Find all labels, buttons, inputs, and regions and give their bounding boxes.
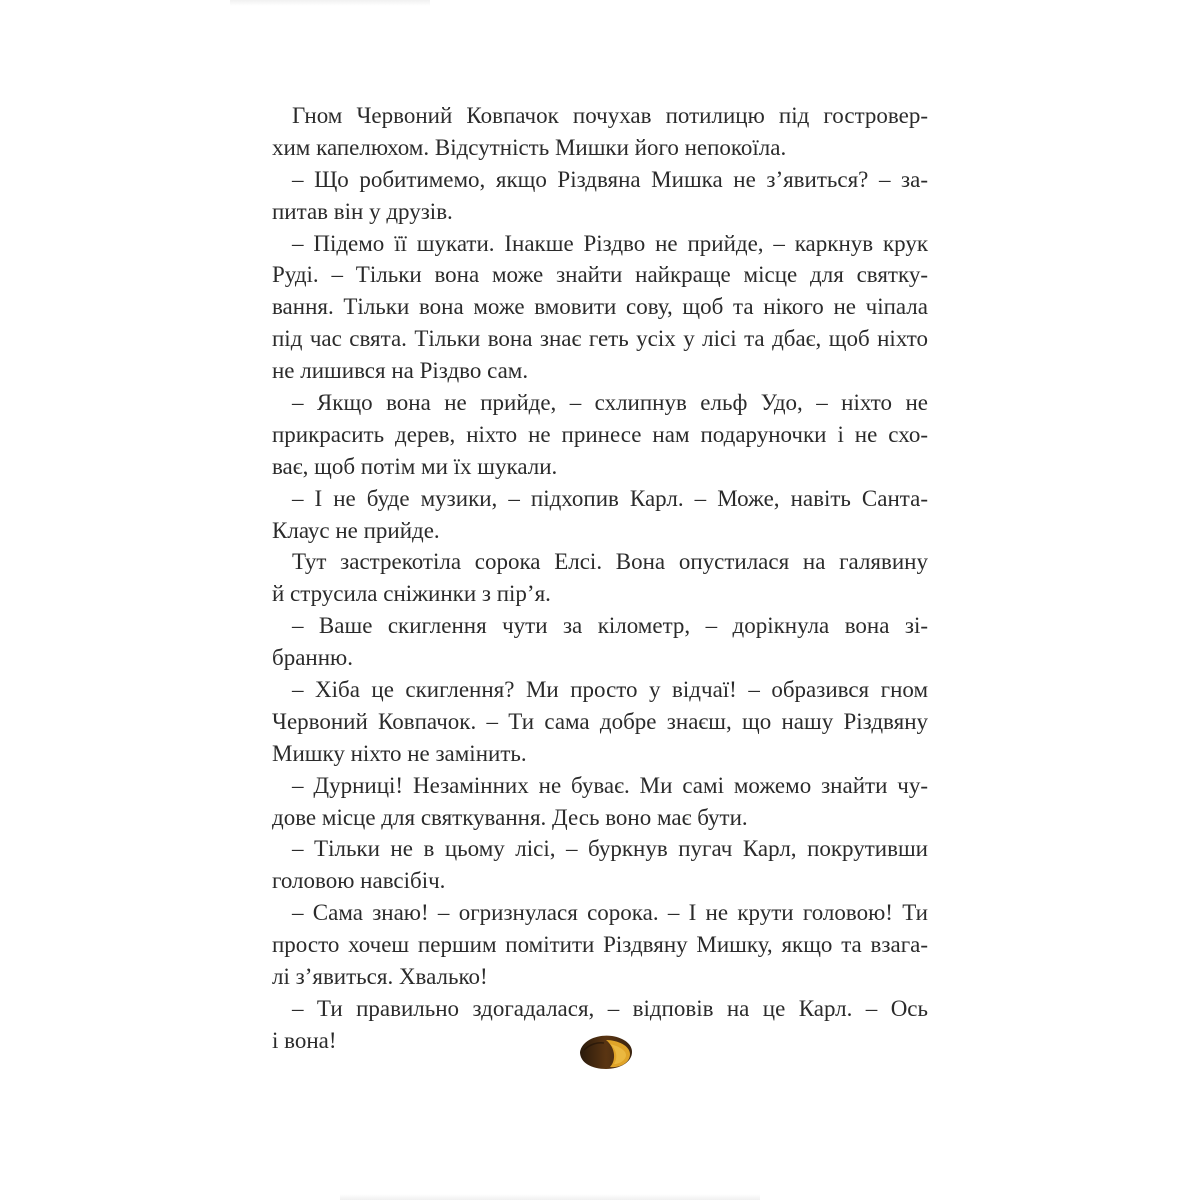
text-line: Тут застрекотіла сорока Елсі. Вона опустилася на галявину (292, 549, 928, 575)
text-line: – Якщо вона не прийде, – схлипнув ельф Удо, – ніхто не (292, 390, 928, 416)
text-line: – Ваше скиглення чути за кілометр, – дорікнула вона зі- (292, 613, 928, 639)
text-line: – І не буде музики, – підхопив Карл. – Може, навіть Санта- (292, 485, 928, 511)
text-line: просто хочеш першим помітити Різдвяну Мишку, якщо та взага- (272, 932, 928, 958)
nut-ornament-icon (576, 1030, 636, 1072)
text-line: – Ти правильно здогадалася, – відповів на це Карл. – Ось (292, 995, 928, 1021)
text-line: Червоний Ковпачок. – Ти сама добре знаєш, що нашу Різдвяну (272, 708, 928, 734)
text-line: й струсила сніжинки з пір’я. (272, 581, 551, 607)
text-line: Гном Червоний Ковпачок почухав потилицю під гостровер- (292, 103, 928, 128)
text-line: не лишився на Різдво сам. (272, 358, 529, 384)
text-line: дове місце для святкування. Десь воно має бути. (272, 804, 748, 830)
scan-edge-top (230, 0, 430, 6)
text-line: – Тільки не в цьому лісі, – буркнув пугач Карл, покрутивши (292, 836, 928, 862)
text-line: і вона! (272, 1027, 337, 1053)
scan-edge-bottom (340, 1194, 760, 1200)
text-line: – Хіба це скиглення? Ми просто у відчаї! – образився гном (292, 677, 928, 703)
text-line: Руді. – Тільки вона може знайти найкраще місце для святку- (272, 262, 928, 288)
text-line: питав він у друзів. (272, 198, 453, 224)
text-line: хим капелюхом. Відсутність Мишки його непокоїла. (272, 134, 787, 160)
text-line: Мишку ніхто не замінить. (272, 740, 527, 766)
text-line: під час свята. Тільки вона знає геть усіх у лісі та дбає, щоб ніхто (272, 326, 928, 352)
text-line: головою навсібіч. (272, 868, 446, 894)
text-line: – Підемо її шукати. Інакше Різдво не прийде, – каркнув крук (292, 230, 928, 256)
text-line: прикрасить дерев, ніхто не принесе нам подаруночки і не схо- (272, 421, 928, 447)
text-line: – Дурниці! Незамінних не буває. Ми самі можемо знайти чу- (292, 772, 928, 798)
text-line: – Сама знаю! – огризнулася сорока. – І не крути головою! Ти (292, 900, 928, 926)
text-line: бранню. (272, 645, 353, 671)
text-line: – Що робитимемо, якщо Різдвяна Мишка не з’явиться? – за- (292, 166, 928, 192)
text-line: Клаус не прийде. (272, 517, 440, 543)
text-line: вання. Тільки вона може вмовити сову, щоб та нікого не чіпала (272, 294, 928, 320)
text-line: ває, щоб потім ми їх шукали. (272, 453, 558, 479)
text-line: лі з’явиться. Хвалько! (272, 964, 488, 990)
story-text (272, 100, 928, 1057)
